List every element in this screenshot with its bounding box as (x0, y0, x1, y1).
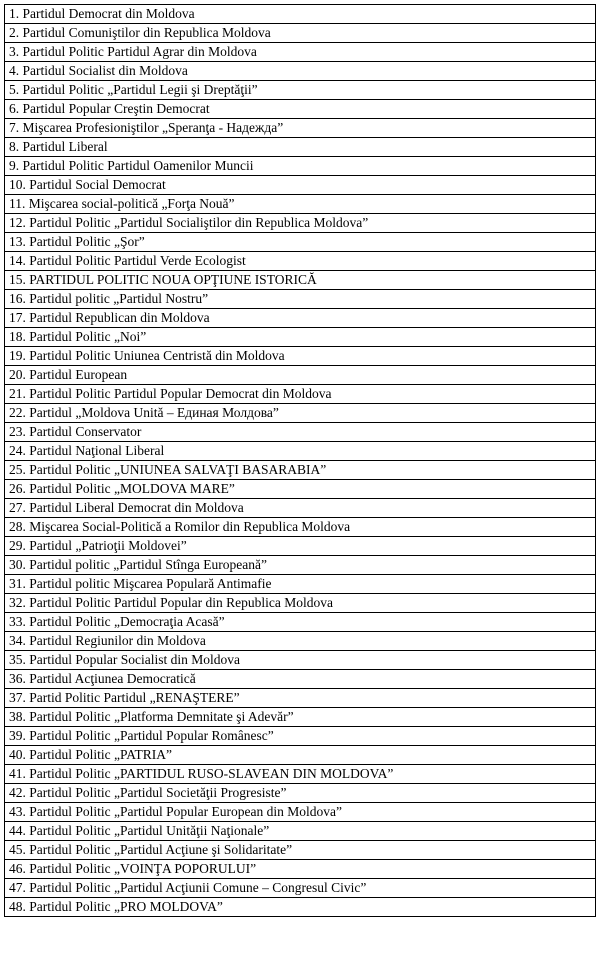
party-name-cell: 45. Partidul Politic „Partidul Acţiune şi Solidaritate” (5, 841, 596, 860)
party-name-cell: 15. PARTIDUL POLITIC NOUA OPŢIUNE ISTORICĂ (5, 271, 596, 290)
table-row (5, 879, 596, 898)
table-row (5, 575, 596, 594)
table-row (5, 841, 596, 860)
table-row (5, 556, 596, 575)
table-row (5, 670, 596, 689)
table-row (5, 708, 596, 727)
party-name-cell: 14. Partidul Politic Partidul Verde Ecologist (5, 252, 596, 271)
party-name-cell: 34. Partidul Regiunilor din Moldova (5, 632, 596, 651)
party-name-cell: 16. Partidul politic „Partidul Nostru” (5, 290, 596, 309)
table-row (5, 898, 596, 917)
party-name-cell: 2. Partidul Comuniştilor din Republica Moldova (5, 24, 596, 43)
party-name-cell: 11. Mişcarea social-politică „Forţa Nouă” (5, 195, 596, 214)
table-row (5, 252, 596, 271)
table-row (5, 689, 596, 708)
party-name-cell: 27. Partidul Liberal Democrat din Moldova (5, 499, 596, 518)
party-name-cell: 10. Partidul Social Democrat (5, 176, 596, 195)
party-name-cell: 7. Mişcarea Profesioniştilor „Speranţa - Надежда” (5, 119, 596, 138)
party-name-cell: 4. Partidul Socialist din Moldova (5, 62, 596, 81)
party-name-cell: 47. Partidul Politic „Partidul Acţiunii Comune – Congresul Civic” (5, 879, 596, 898)
party-name-cell: 39. Partidul Politic „Partidul Popular Românesc” (5, 727, 596, 746)
table-row (5, 784, 596, 803)
party-name-cell: 31. Partidul politic Mişcarea Populară Antimafie (5, 575, 596, 594)
table-row (5, 765, 596, 784)
party-name-cell: 46. Partidul Politic „VOINŢA POPORULUI” (5, 860, 596, 879)
table-row (5, 195, 596, 214)
table-row (5, 176, 596, 195)
table-row (5, 480, 596, 499)
party-list-table (4, 4, 596, 917)
party-name-cell: 5. Partidul Politic „Partidul Legii şi Dreptăţii” (5, 81, 596, 100)
party-name-cell: 33. Partidul Politic „Democraţia Acasă” (5, 613, 596, 632)
party-name-cell: 17. Partidul Republican din Moldova (5, 309, 596, 328)
party-name-cell: 28. Mişcarea Social-Politică a Romilor din Republica Moldova (5, 518, 596, 537)
party-name-cell: 3. Partidul Politic Partidul Agrar din Moldova (5, 43, 596, 62)
party-name-cell: 18. Partidul Politic „Noi” (5, 328, 596, 347)
party-name-cell: 29. Partidul „Patrioţii Moldovei” (5, 537, 596, 556)
party-name-cell: 44. Partidul Politic „Partidul Unităţii Naţionale” (5, 822, 596, 841)
party-name-cell: 6. Partidul Popular Creştin Democrat (5, 100, 596, 119)
party-name-cell: 23. Partidul Conservator (5, 423, 596, 442)
party-name-cell: 42. Partidul Politic „Partidul Societăţii Progresiste” (5, 784, 596, 803)
table-row (5, 100, 596, 119)
table-row (5, 499, 596, 518)
party-name-cell: 36. Partidul Acţiunea Democratică (5, 670, 596, 689)
table-row (5, 81, 596, 100)
table-row (5, 860, 596, 879)
table-row (5, 347, 596, 366)
table-row (5, 309, 596, 328)
table-row (5, 518, 596, 537)
party-name-cell: 24. Partidul Naţional Liberal (5, 442, 596, 461)
party-name-cell: 48. Partidul Politic „PRO MOLDOVA” (5, 898, 596, 917)
party-name-cell: 35. Partidul Popular Socialist din Moldova (5, 651, 596, 670)
party-name-cell: 20. Partidul European (5, 366, 596, 385)
table-row (5, 632, 596, 651)
table-row (5, 461, 596, 480)
party-name-cell: 25. Partidul Politic „UNIUNEA SALVAŢI BASARABIA” (5, 461, 596, 480)
party-name-cell: 12. Partidul Politic „Partidul Socialiştilor din Republica Moldova” (5, 214, 596, 233)
table-row (5, 423, 596, 442)
table-row (5, 822, 596, 841)
party-name-cell: 22. Partidul „Moldova Unită – Единая Молдова” (5, 404, 596, 423)
table-row (5, 385, 596, 404)
party-name-cell: 1. Partidul Democrat din Moldova (5, 5, 596, 24)
table-row (5, 214, 596, 233)
table-row (5, 43, 596, 62)
party-name-cell: 21. Partidul Politic Partidul Popular Democrat din Moldova (5, 385, 596, 404)
table-row (5, 727, 596, 746)
table-row (5, 119, 596, 138)
party-name-cell: 41. Partidul Politic „PARTIDUL RUSO-SLAVEAN DIN MOLDOVA” (5, 765, 596, 784)
party-name-cell: 30. Partidul politic „Partidul Stînga Europeană” (5, 556, 596, 575)
party-name-cell: 40. Partidul Politic „PATRIA” (5, 746, 596, 765)
table-row (5, 157, 596, 176)
party-name-cell: 8. Partidul Liberal (5, 138, 596, 157)
table-row (5, 290, 596, 309)
table-row (5, 746, 596, 765)
table-row (5, 651, 596, 670)
table-row (5, 366, 596, 385)
party-list-body (5, 5, 596, 917)
party-name-cell: 26. Partidul Politic „MOLDOVA MARE” (5, 480, 596, 499)
party-name-cell: 38. Partidul Politic „Platforma Demnitate şi Adevăr” (5, 708, 596, 727)
party-name-cell: 19. Partidul Politic Uniunea Centristă din Moldova (5, 347, 596, 366)
party-name-cell: 13. Partidul Politic „Şor” (5, 233, 596, 252)
table-row (5, 138, 596, 157)
table-row (5, 594, 596, 613)
party-name-cell: 32. Partidul Politic Partidul Popular din Republica Moldova (5, 594, 596, 613)
table-row (5, 233, 596, 252)
party-name-cell: 9. Partidul Politic Partidul Oamenilor Muncii (5, 157, 596, 176)
table-row (5, 271, 596, 290)
table-row (5, 613, 596, 632)
table-row (5, 24, 596, 43)
party-name-cell: 43. Partidul Politic „Partidul Popular European din Moldova” (5, 803, 596, 822)
table-row (5, 442, 596, 461)
table-row (5, 328, 596, 347)
table-row (5, 62, 596, 81)
table-row (5, 5, 596, 24)
table-row (5, 537, 596, 556)
table-row (5, 404, 596, 423)
party-name-cell: 37. Partid Politic Partidul „RENAŞTERE” (5, 689, 596, 708)
table-row (5, 803, 596, 822)
